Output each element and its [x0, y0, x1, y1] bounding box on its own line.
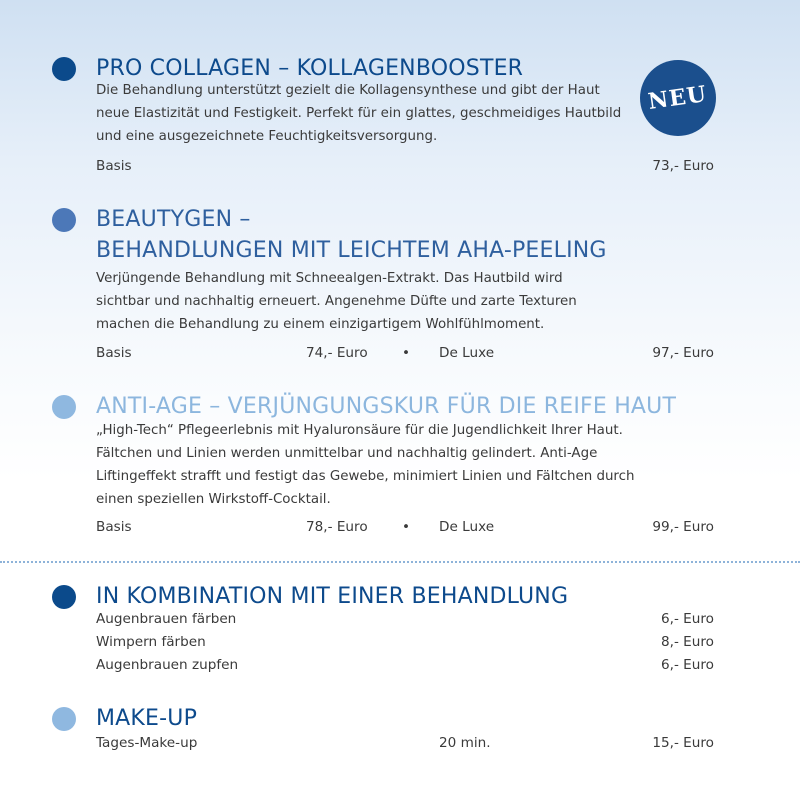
price-deluxe: 97,- Euro — [652, 345, 714, 361]
item-price: 6,- Euro — [660, 611, 714, 627]
new-badge-label: NEU — [646, 81, 710, 115]
desc-line: neue Elastizität und Festigkeit. Perfekt für ein glattes, geschmeidiges Hautbild — [96, 106, 622, 121]
list-item — [96, 611, 714, 633]
section-title-pro-collagen: PRO COLLAGEN – KOLLAGENBOOSTER — [96, 56, 524, 81]
section-desc-anti-age — [96, 419, 656, 511]
bullet-light — [52, 707, 76, 731]
price-basis: 73,- Euro — [652, 158, 714, 174]
section-title-beautygen-line2: BEHANDLUNGEN MIT LEICHTEM AHA-PEELING — [96, 238, 607, 263]
price-label-deluxe: De Luxe — [439, 519, 495, 535]
section-title-make-up: MAKE-UP — [96, 706, 198, 731]
desc-line: sichtbar und nachhaltig erneuert. Angenehme Düfte und zarte Texturen — [96, 294, 577, 309]
price-basis: 78,- Euro — [306, 519, 368, 535]
bullet-light — [52, 395, 76, 419]
bullet-mid — [52, 208, 76, 232]
desc-line: Liftingeffekt strafft und festigt das Gewebe, minimiert Linien und Fältchen durch — [96, 469, 635, 484]
item-price: 6,- Euro — [660, 657, 714, 673]
list-item — [96, 634, 714, 656]
price-basis: 74,- Euro — [306, 345, 368, 361]
price-row-beautygen — [96, 345, 714, 367]
item-duration: 20 min. — [439, 735, 491, 751]
item-label: Tages-Make-up — [96, 735, 198, 751]
price-label-basis: Basis — [96, 158, 132, 174]
list-item — [96, 735, 714, 757]
section-title-anti-age: ANTI-AGE – VERJÜNGUNGSKUR FÜR DIE REIFE HAUT — [96, 394, 677, 419]
price-separator: • — [402, 519, 411, 535]
price-label-deluxe: De Luxe — [439, 345, 495, 361]
desc-line: machen die Behandlung zu einem einzigartigem Wohlfühlmoment. — [96, 317, 545, 332]
price-row-anti-age — [96, 519, 714, 541]
section-desc-beautygen — [96, 267, 656, 336]
item-price: 8,- Euro — [660, 634, 714, 650]
desc-line: Fältchen und Linien werden unmittelbar und nachhaltig gelindert. Anti-Age — [96, 446, 598, 461]
bullet-dark — [52, 57, 76, 81]
desc-line: Die Behandlung unterstützt gezielt die Kollagensynthese und gibt der Haut — [96, 83, 600, 98]
new-badge — [640, 60, 716, 136]
dotted-divider — [0, 561, 800, 563]
list-item — [96, 657, 714, 679]
item-label: Augenbrauen zupfen — [96, 657, 239, 673]
bullet-dark — [52, 585, 76, 609]
desc-line: einen speziellen Wirkstoff-Cocktail. — [96, 492, 331, 507]
desc-line: und eine ausgezeichnete Feuchtigkeitsversorgung. — [96, 129, 438, 144]
section-title-beautygen-line1: BEAUTYGEN – — [96, 207, 251, 232]
item-price: 15,- Euro — [652, 735, 714, 751]
price-row-pro-collagen — [96, 158, 714, 180]
price-separator: • — [402, 345, 411, 361]
price-label-basis: Basis — [96, 345, 132, 361]
price-deluxe: 99,- Euro — [652, 519, 714, 535]
price-label-basis: Basis — [96, 519, 132, 535]
item-label: Wimpern färben — [96, 634, 206, 650]
section-title-kombination: IN KOMBINATION MIT EINER BEHANDLUNG — [96, 584, 569, 609]
desc-line: Verjüngende Behandlung mit Schneealgen-Extrakt. Das Hautbild wird — [96, 271, 563, 286]
desc-line: „High-Tech“ Pflegeerlebnis mit Hyaluronsäure für die Jugendlichkeit Ihrer Haut. — [96, 423, 623, 438]
section-desc-pro-collagen — [96, 79, 656, 148]
item-label: Augenbrauen färben — [96, 611, 237, 627]
